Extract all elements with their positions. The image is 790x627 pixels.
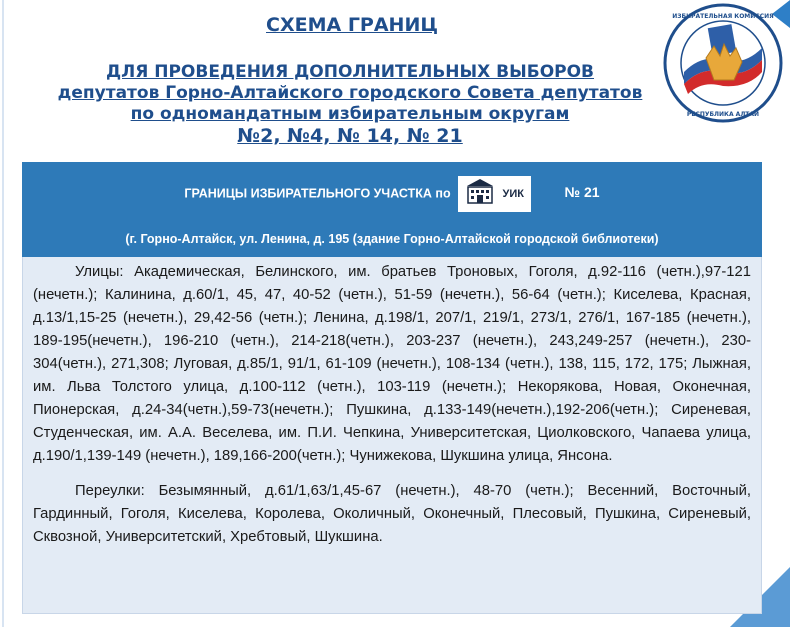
precinct-panel-body xyxy=(22,257,762,614)
precinct-address: (г. Горно-Алтайск, ул. Ленина, д. 195 (здание Горно-Алтайской городской библиотеки) xyxy=(125,232,659,246)
lanes-paragraph: Переулки: Безымянный, д.61/1,63/1,45-67 (нечетн.), 48-70 (четн.); Весенний, Восточный, Гардинный, Гоголя, Киселева, Королева, Околичный, Оконечный, Плесовый, Пушкина, Сиреневый, Сквозной, Университетский, Хребтовый, Шукшина. xyxy=(33,483,751,545)
streets-paragraph: Улицы: Академическая, Белинского, им. братьев Троновых, Гоголя, д.92-116 (четн.),97-121 (нечетн.); Калинина, д.60/1, 45, 47, 40-52 (четн.), 51-59 (нечетн.), 56-64 (четн.); Киселева, Красная, д.13/1,15-25 (нечетн.), 29,42-56 (четн.); Ленина, д.198/1, 207/1, 219/1, 273/1, 276/1, 167-185 (нечетн.), 189-195(нечетн.), 196-210 (четн.), 214-218(четн.), 203-237 (нечетн.), 243,249-257 (нечетн.), 230-304(четн.), 271,308; Луговая, д.85/1, 91/1, 61-109 (нечетн.), 108-134 (четн.), 138, 115, 172, 175; Лыжная, им. Льва Толстого улица, д.100-112 (четн.), 103-119 (нечетн.); Некорякова, Новая, Оконечная, Пионерская, д.24-34(четн.),59-73(нечетн.); Пушкина, д.133-149(нечетн.),192-206(четн.); Сиреневая, Студенческая, им. А.А. Веселева, им. П.И. Чепкина, Университетская, Циолковского, Чапаева улица, д.190/1,139-149 (нечетн.), 189,166-200(четн.); Чунижекова, Шукшина улица, Янсона. xyxy=(33,264,751,464)
title-main: СХЕМА ГРАНИЦ xyxy=(266,14,438,36)
precinct-header-line xyxy=(22,176,762,212)
uik-label: УИК xyxy=(502,187,525,200)
building-icon xyxy=(465,177,495,210)
svg-text:РЕСПУБЛИКА АЛТАЙ: РЕСПУБЛИКА АЛТАЙ xyxy=(686,111,760,118)
title-district-numbers: №2, №4, № 14, № 21 xyxy=(237,125,463,147)
precinct-panel xyxy=(22,162,762,614)
election-commission-emblem-icon xyxy=(662,2,784,124)
title-districts: по одномандатным избирательным округам xyxy=(130,104,570,124)
precinct-panel-header xyxy=(22,162,762,257)
title-subtitle: ДЛЯ ПРОВЕДЕНИЯ ДОПОЛНИТЕЛЬНЫХ ВЫБОРОВ xyxy=(105,62,595,82)
title-council: депутатов Горно-Алтайского городского Совета депутатов xyxy=(57,83,643,103)
title-block xyxy=(0,14,700,148)
precinct-number: № 21 xyxy=(564,184,600,201)
svg-text:ИЗБИРАТЕЛЬНАЯ КОМИССИЯ: ИЗБИРАТЕЛЬНАЯ КОМИССИЯ xyxy=(672,13,774,20)
precinct-header-prefix: ГРАНИЦЫ ИЗБИРАТЕЛЬНОГО УЧАСТКА по xyxy=(184,186,451,201)
uik-badge xyxy=(458,176,531,212)
